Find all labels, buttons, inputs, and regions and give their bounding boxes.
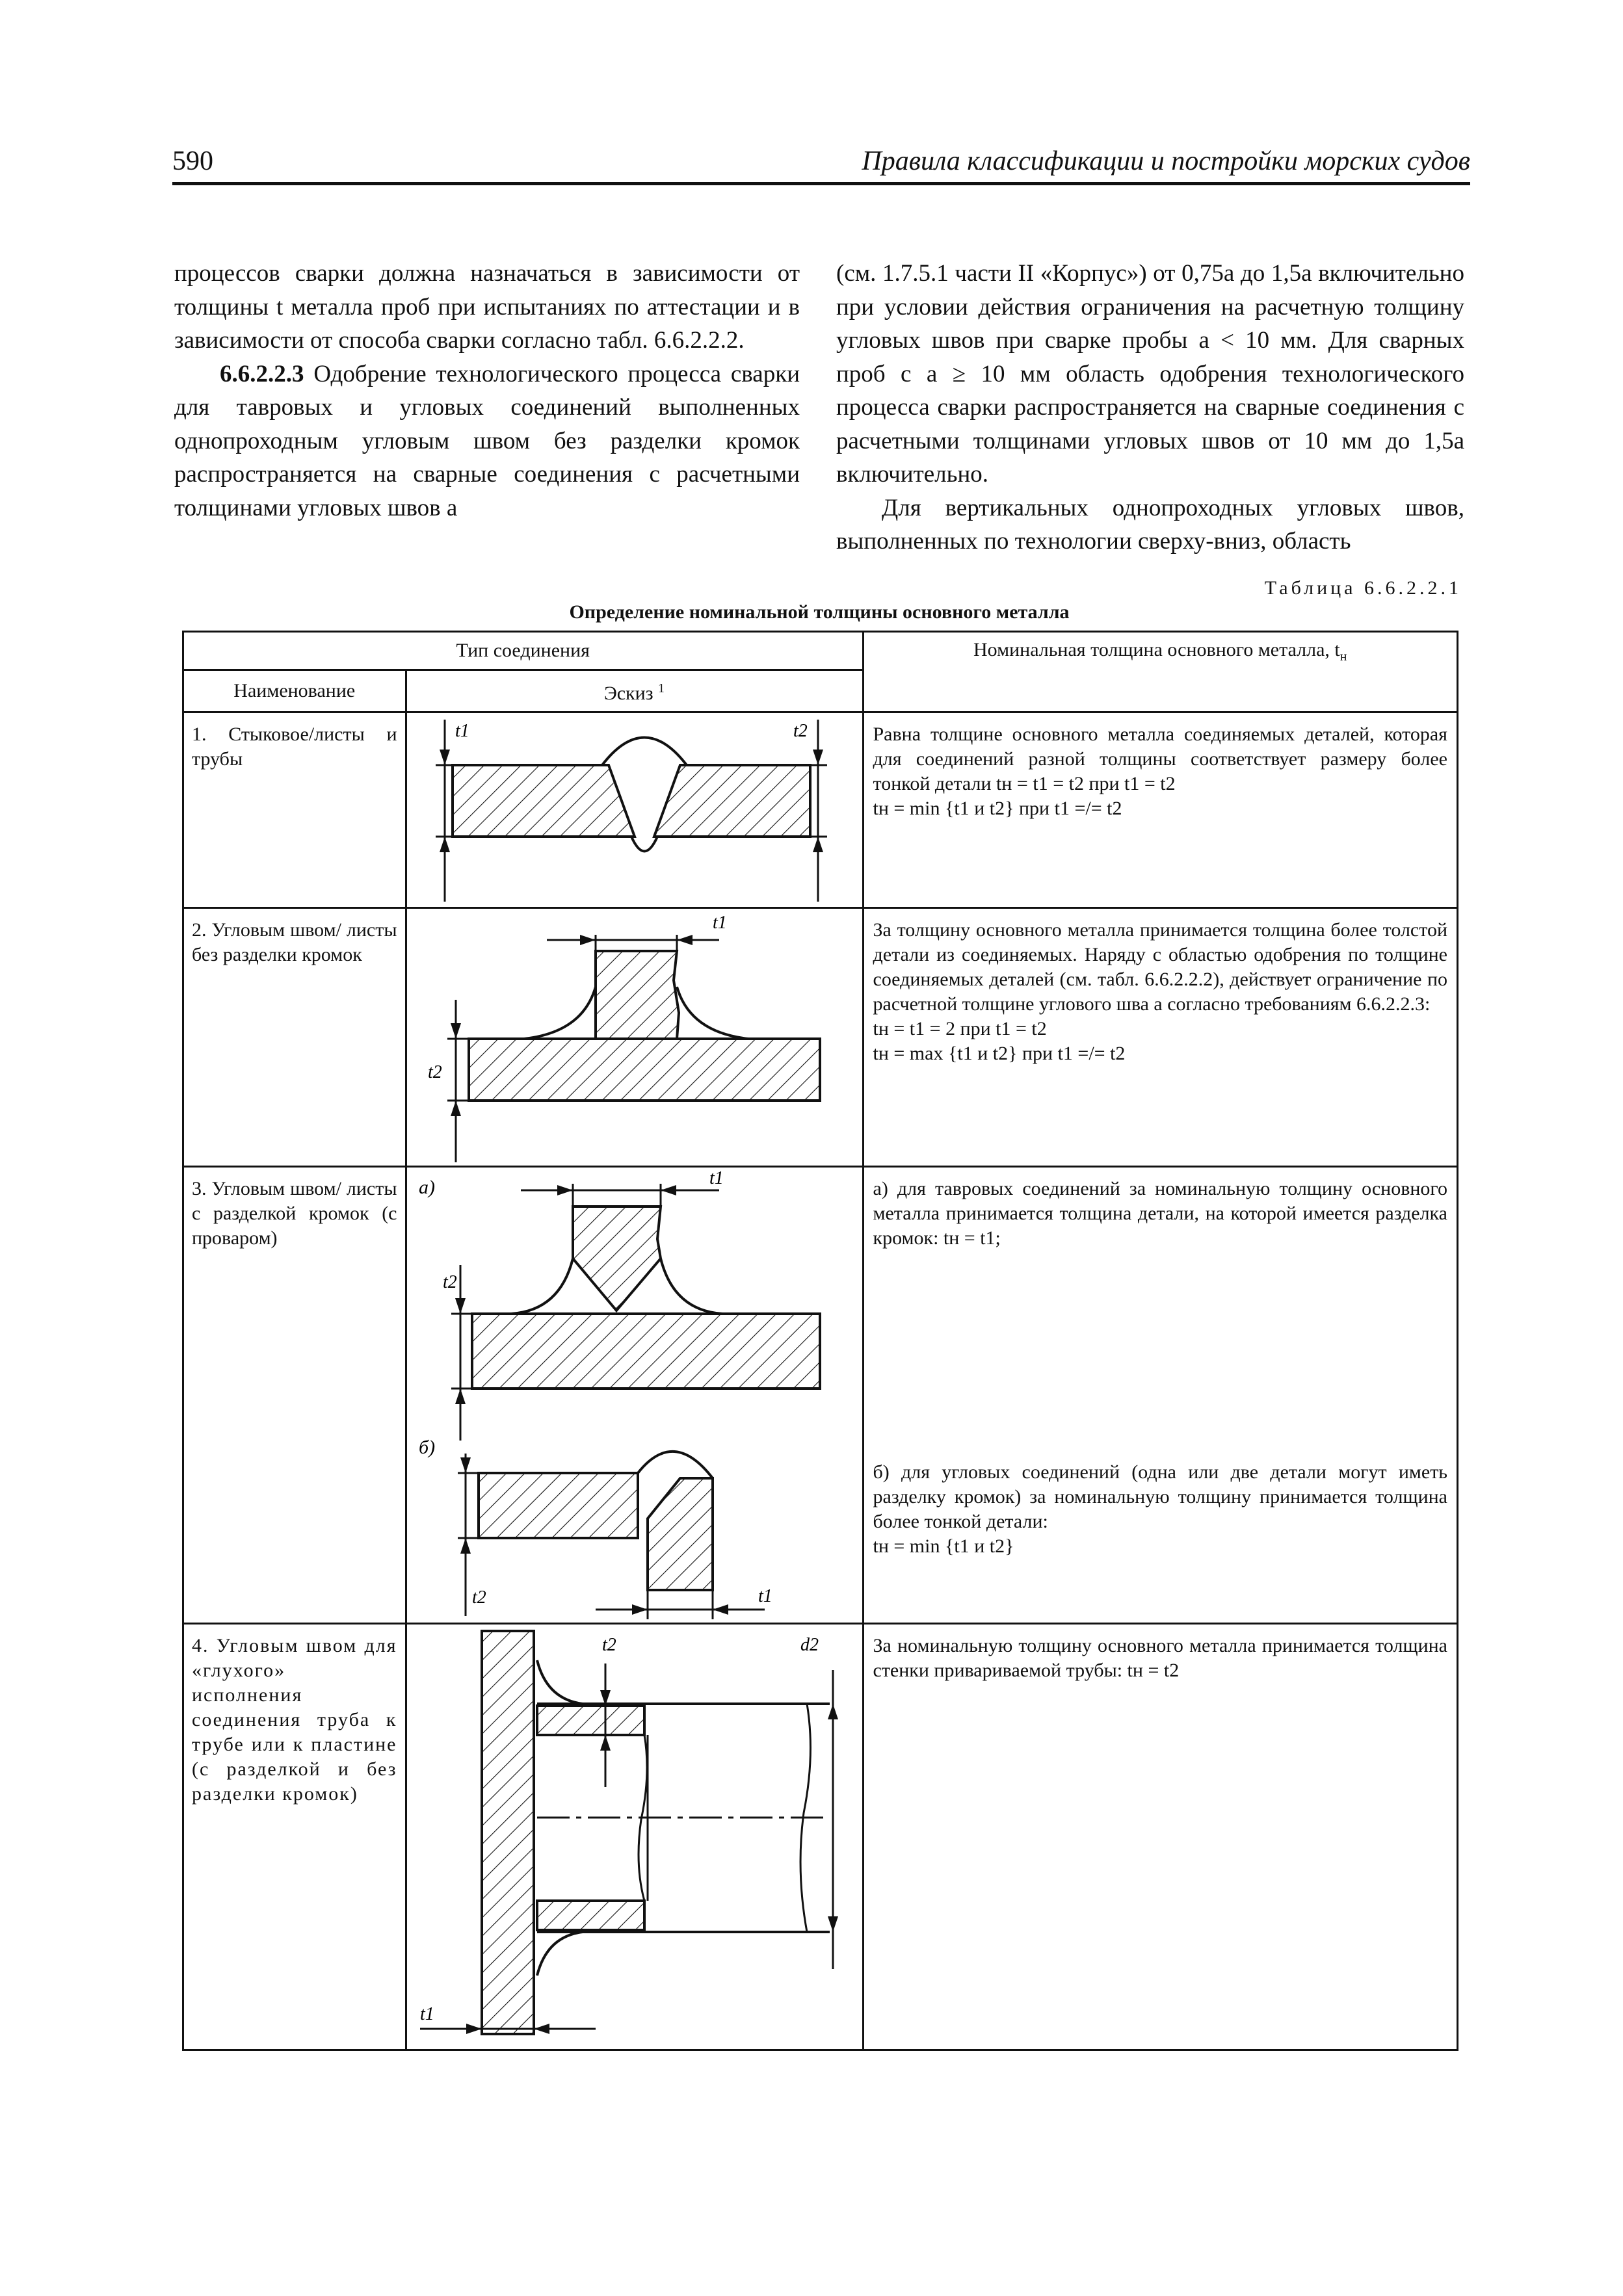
right-paragraph-1: (см. 1.7.5.1 части II «Корпус») от 0,75a до 1,5a включительно при условии действия ограничения на расчетную толщину угловых швов при сварке пробы a < 10 мм. Для сварных проб с a ≥ 10 мм область одобрения технологического процесса сварки распространяется на сварные соединения с расчетными толщинами угловых швов от 10 мм до 1,5a включительно.: [836, 260, 1464, 488]
label-d2: d2: [800, 1635, 819, 1655]
table-row: [183, 712, 1458, 908]
row1-formula-2: tн = min {t1 и t2} при t1 =/= t2: [873, 798, 1122, 819]
row4-sketch: [406, 1624, 863, 2050]
label-t2: t2: [427, 1062, 442, 1082]
row1-desc-text: Равна толщине основного металла соединяемых деталей, которая для соединений разной толщины соответствует размеру более тонкой детали: [873, 724, 1447, 794]
row3-formula-b: tн = min {t1 и t2}: [873, 1535, 1014, 1557]
right-paragraph-2: Для вертикальных однопроходных угловых швов, выполненных по технологии сверху-вниз, область: [836, 494, 1464, 554]
row2-desc-text: За толщину основного металла принимается толщина более толстой детали из соединяемых. Наряду с областью одобрения по толщине соединяемых деталей (см. табл. 6.6.2.2.2), действует ограничение по расчетной толщине углового шва a согласно требованиям 6.6.2.2.3:: [873, 919, 1447, 1015]
table-row: [183, 1624, 1458, 2050]
row1-sketch: [406, 712, 863, 908]
prepared-fillet-sketch-icon: [407, 1168, 862, 1623]
running-title: Правила классификации и постройки морских судов: [862, 146, 1470, 176]
header-sketch: [406, 670, 863, 712]
label-a: а): [418, 1177, 435, 1198]
clause-body: Одобрение технологического процесса сварки для тавровых и угловых соединений выполненных однопроходным угловым швом без разделки кромок распространяется на сварные соединения с расчетными толщинами угловых швов a: [174, 360, 800, 521]
table-code: Таблица 6.6.2.2.1: [1264, 577, 1462, 599]
table-row: [183, 908, 1458, 1167]
left-column: [174, 257, 800, 525]
right-column: [836, 257, 1464, 558]
header-name: Наименование: [183, 670, 406, 712]
header-joint-type: Тип соединения: [183, 632, 864, 670]
label-t1: t1: [455, 721, 469, 741]
label-t1: t1: [712, 913, 727, 933]
row1-description: [863, 712, 1458, 908]
page-header: [172, 142, 1470, 185]
row4-name: 4. Угловым швом для «глухого» исполнения соединения труба к трубе или к пластине (с разделкой и без разделки кромок): [183, 1624, 406, 2050]
butt-joint-sketch-icon: [407, 713, 862, 907]
clause-number: 6.6.2.2.3: [220, 360, 304, 387]
row3-name: 3. Угловым швом/ листы с разделкой кромок (с проваром): [183, 1167, 406, 1624]
left-paragraph-1: процессов сварки должна назначаться в зависимости от толщины t металла проб при испытаниях по аттестации и в зависимости от способа сварки согласно табл. 6.6.2.2.2.: [174, 260, 800, 354]
header-nominal-subscript: н: [1339, 649, 1347, 664]
nominal-thickness-table: [182, 631, 1458, 2051]
table-row: [183, 1167, 1458, 1624]
row3-desc-a: a) для тавровых соединений за номинальную толщину основного металла принимается толщина детали, на которой имеется разделка кромок: tн = t1;: [873, 1178, 1447, 1249]
header-sketch-text: Эскиз: [603, 683, 659, 704]
row2-description: [863, 908, 1458, 1167]
label-t2: t2: [442, 1272, 457, 1292]
header-nominal-thickness: [863, 632, 1458, 712]
row2-formula-2: tн = max {t1 и t2} при t1 =/= t2: [873, 1043, 1126, 1064]
table-header-row-1: [183, 632, 1458, 670]
label-t1: t1: [758, 1586, 772, 1606]
pipe-fillet-sketch-icon: [407, 1624, 862, 2048]
row1-formula-1: tн = t1 = t2 при t1 = t2: [996, 773, 1176, 794]
header-sketch-footnote: 1: [658, 681, 665, 696]
header-nominal-text: Номинальная толщина основного металла, t: [973, 639, 1340, 660]
row3-sketch: [406, 1167, 863, 1624]
label-t2: t2: [601, 1635, 616, 1655]
label-t2: t2: [471, 1587, 486, 1608]
left-paragraph-2: [174, 358, 800, 525]
row2-sketch: [406, 908, 863, 1167]
row2-name: 2. Угловым швом/ листы без разделки кромок: [183, 908, 406, 1167]
label-t1: t1: [709, 1168, 724, 1188]
label-t1: t1: [419, 2004, 434, 2024]
table-caption: Определение номинальной толщины основного металла: [569, 601, 1070, 623]
label-t2: t2: [793, 721, 808, 741]
page-number: 590: [172, 146, 213, 176]
row3-description: [863, 1167, 1458, 1624]
tee-fillet-sketch-icon: [407, 909, 862, 1166]
row2-formula-1: tн = t1 = 2 при t1 = t2: [873, 1018, 1047, 1039]
row3-desc-b: б) для угловых соединений (одна или две детали могут иметь разделку кромок) за номинальную толщину принимается толщина более тонкой детали:: [873, 1461, 1447, 1532]
label-b: б): [418, 1437, 435, 1458]
row4-description: За номинальную толщину основного металла принимается толщина стенки привариваемой трубы: tн = t2: [863, 1624, 1458, 2050]
row1-name: 1. Стыковое/листы и трубы: [183, 712, 406, 908]
